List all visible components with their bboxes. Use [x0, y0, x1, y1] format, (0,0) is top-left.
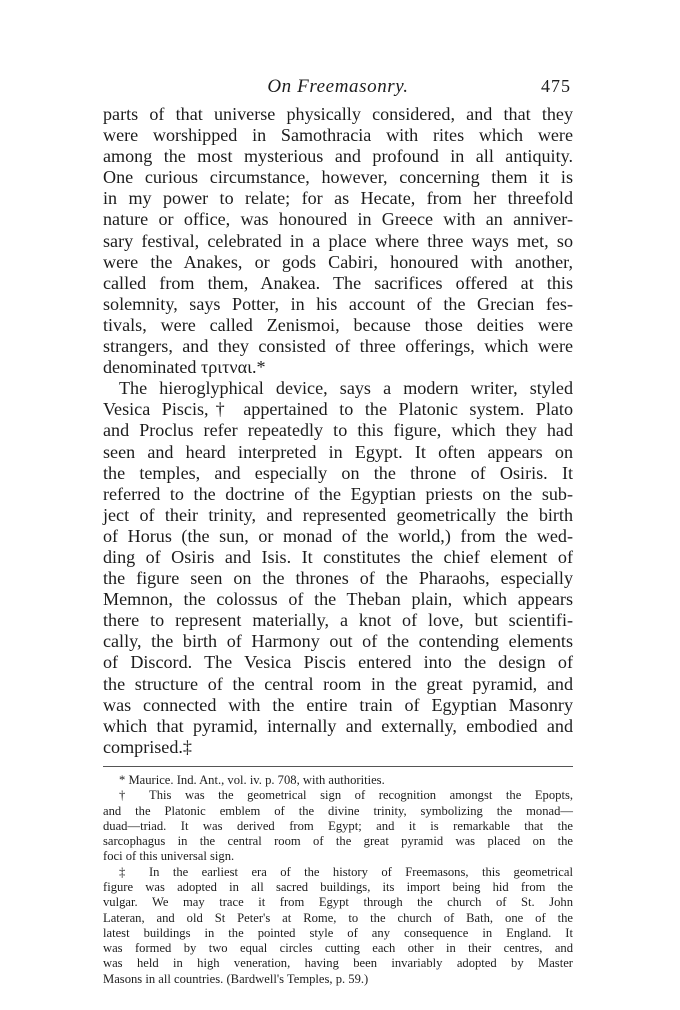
text-line: seen and heard interpreted in Egypt. It often appears on	[103, 441, 573, 462]
footnote-line: Lateran, and old St Peter's at Rome, to the church of Bath, one of the	[103, 910, 573, 925]
text-line: strangers, and they consisted of three offerings, which were	[103, 336, 573, 357]
footnote-line: was formed by two equal circles cutting each other in their centres, and	[103, 941, 573, 956]
footnote-line: latest buildings in the pointed style of any consequence in England. It	[103, 925, 573, 940]
text-line: was connected with the entire train of Egyptian Masonry	[103, 694, 573, 715]
text-line: there to represent materially, a knot of love, but scientifi-	[103, 610, 573, 631]
footnote-line: sarcophagus in the central room of the great pyramid was placed on the	[103, 834, 573, 849]
text-line: were worshipped in Samothracia with rites which were	[103, 125, 573, 146]
text-line: and Proclus refer repeatedly to this figure, which they had	[103, 420, 573, 441]
text-line: One curious circumstance, however, concerning them it is	[103, 167, 573, 188]
book-page	[103, 72, 573, 987]
footnote-line: vulgar. We may trace it from Egypt through the church of St. John	[103, 895, 573, 910]
text-line: in my power to relate; for as Hecate, from her threefold	[103, 188, 573, 209]
text-line: called from them, Anakea. The sacrifices offered at this	[103, 272, 573, 293]
footnote-line: duad—triad. It was derived from Egypt; and it is remarkable that the	[103, 818, 573, 833]
footnote-line: * Maurice. Ind. Ant., vol. iv. p. 708, with authorities.	[119, 772, 385, 787]
text-line: cally, the birth of Harmony out of the contending elements	[103, 631, 573, 652]
text-line: parts of that universe physically considered, and that they	[103, 104, 573, 124]
text-line: comprised.‡	[103, 736, 192, 757]
text-line: tivals, were called Zenismoi, because those deities were	[103, 314, 573, 335]
text-line: the temples, and especially on the throne of Osiris. It	[103, 462, 573, 483]
body-text	[103, 104, 573, 758]
footnote-line: was held in high veneration, having been invariably adopted by Master	[103, 956, 573, 971]
footnote-line: figure was adopted in all sacred buildings, its import being hid from the	[103, 879, 573, 894]
text-line: Vesica Piscis,† appertained to the Platonic system. Plato	[103, 399, 573, 420]
text-line: ject of their trinity, and represented geometrically the birth	[103, 504, 573, 525]
running-title: On Freemasonry.	[267, 76, 409, 97]
text-line: solemnity, says Potter, in his account of the Grecian fes-	[103, 293, 573, 314]
text-line: The hieroglyphical device, says a modern writer, styled	[119, 378, 573, 399]
footnote-line: † This was the geometrical sign of recognition amongst the Epopts,	[119, 788, 573, 803]
footnote-divider	[103, 766, 573, 767]
page-number: 475	[541, 76, 571, 96]
text-line: referred to the doctrine of the Egyptian priests on the sub-	[103, 483, 573, 504]
text-line: the structure of the central room in the great pyramid, and	[103, 673, 573, 694]
footnote-line: foci of this universal sign.	[103, 849, 235, 864]
running-head	[103, 72, 573, 102]
text-line: Memnon, the colossus of the Theban plain, which appears	[103, 589, 573, 610]
text-line: of Discord. The Vesica Piscis entered into the design of	[103, 652, 573, 673]
text-line: the figure seen on the thrones of the Pharaohs, especially	[103, 568, 573, 589]
text-line: nature or office, was honoured in Greece with an anniver-	[103, 209, 573, 230]
text-line: of Horus (the sun, or monad of the world,) from the wed-	[103, 525, 573, 546]
footnote-line: and the Platonic emblem of the divine trinity, symbolizing the monad—	[103, 803, 573, 818]
text-line: sary festival, celebrated in a place where three ways met, so	[103, 230, 573, 251]
text-line: were the Anakes, or gods Cabiri, honoured with another,	[103, 251, 573, 272]
footnotes	[103, 773, 573, 987]
text-line: denominated τριτναι.*	[103, 357, 266, 378]
text-line: among the most mysterious and profound in all antiquity.	[103, 146, 573, 167]
text-line: ding of Osiris and Isis. It constitutes the chief element of	[103, 546, 573, 567]
text-line: which that pyramid, internally and externally, embodied and	[103, 715, 573, 736]
footnote-line: ‡ In the earliest era of the history of Freemasons, this geometrical	[119, 864, 573, 879]
footnote-line: Masons in all countries. (Bardwell's Temples, p. 59.)	[103, 971, 369, 986]
